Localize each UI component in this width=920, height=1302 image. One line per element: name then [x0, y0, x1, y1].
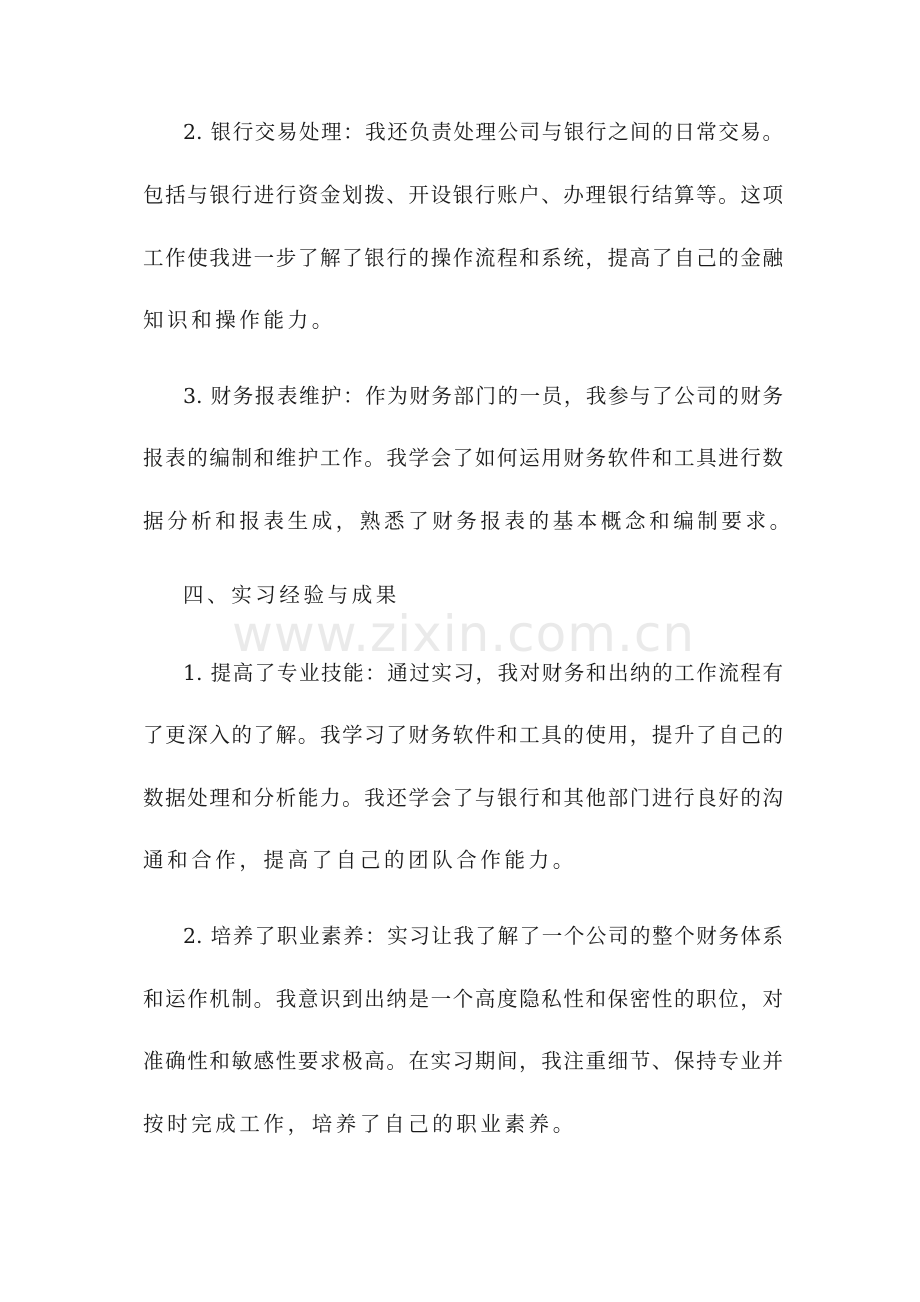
paragraph-5-line-1: 2. 培养了职业素养：实习让我了解了一个公司的整个财务体系: [183, 924, 783, 948]
section-heading: 四、实习经验与成果: [183, 583, 400, 607]
paragraph-5-line-3: 准确性和敏感性要求极高。在实习期间，我注重细节、保持专业并: [143, 1049, 783, 1073]
paragraph-2-line-4: 知识和操作能力。: [143, 308, 336, 332]
paragraph-2-line-1: 2. 银行交易处理：我还负责处理公司与银行之间的日常交易。: [183, 120, 783, 144]
paragraph-4-line-2: 了更深入的了解。我学习了财务软件和工具的使用，提升了自己的: [143, 723, 783, 747]
paragraph-5-line-2: 和运作机制。我意识到出纳是一个高度隐私性和保密性的职位，对: [143, 987, 783, 1011]
paragraph-2-line-3: 工作使我进一步了解了银行的操作流程和系统，提高了自己的金融: [143, 246, 783, 270]
paragraph-3-line-3: 据分析和报表生成，熟悉了财务报表的基本概念和编制要求。: [143, 509, 794, 533]
paragraph-4-line-3: 数据处理和分析能力。我还学会了与银行和其他部门进行良好的沟: [143, 786, 783, 810]
paragraph-5-line-4: 按时完成工作，培养了自己的职业素养。: [143, 1112, 577, 1136]
watermark-text: www.zixin.com.cn: [232, 605, 696, 663]
paragraph-3-line-2: 报表的编制和维护工作。我学会了如何运用财务软件和工具进行数: [143, 446, 783, 470]
paragraph-4-line-1: 1. 提高了专业技能：通过实习，我对财务和出纳的工作流程有: [183, 661, 783, 685]
paragraph-4-line-4: 通和合作，提高了自己的团队合作能力。: [143, 848, 577, 872]
paragraph-2-line-2: 包括与银行进行资金划拨、开设银行账户、办理银行结算等。这项: [143, 183, 783, 207]
paragraph-3-line-1: 3. 财务报表维护：作为财务部门的一员，我参与了公司的财务: [183, 384, 783, 408]
